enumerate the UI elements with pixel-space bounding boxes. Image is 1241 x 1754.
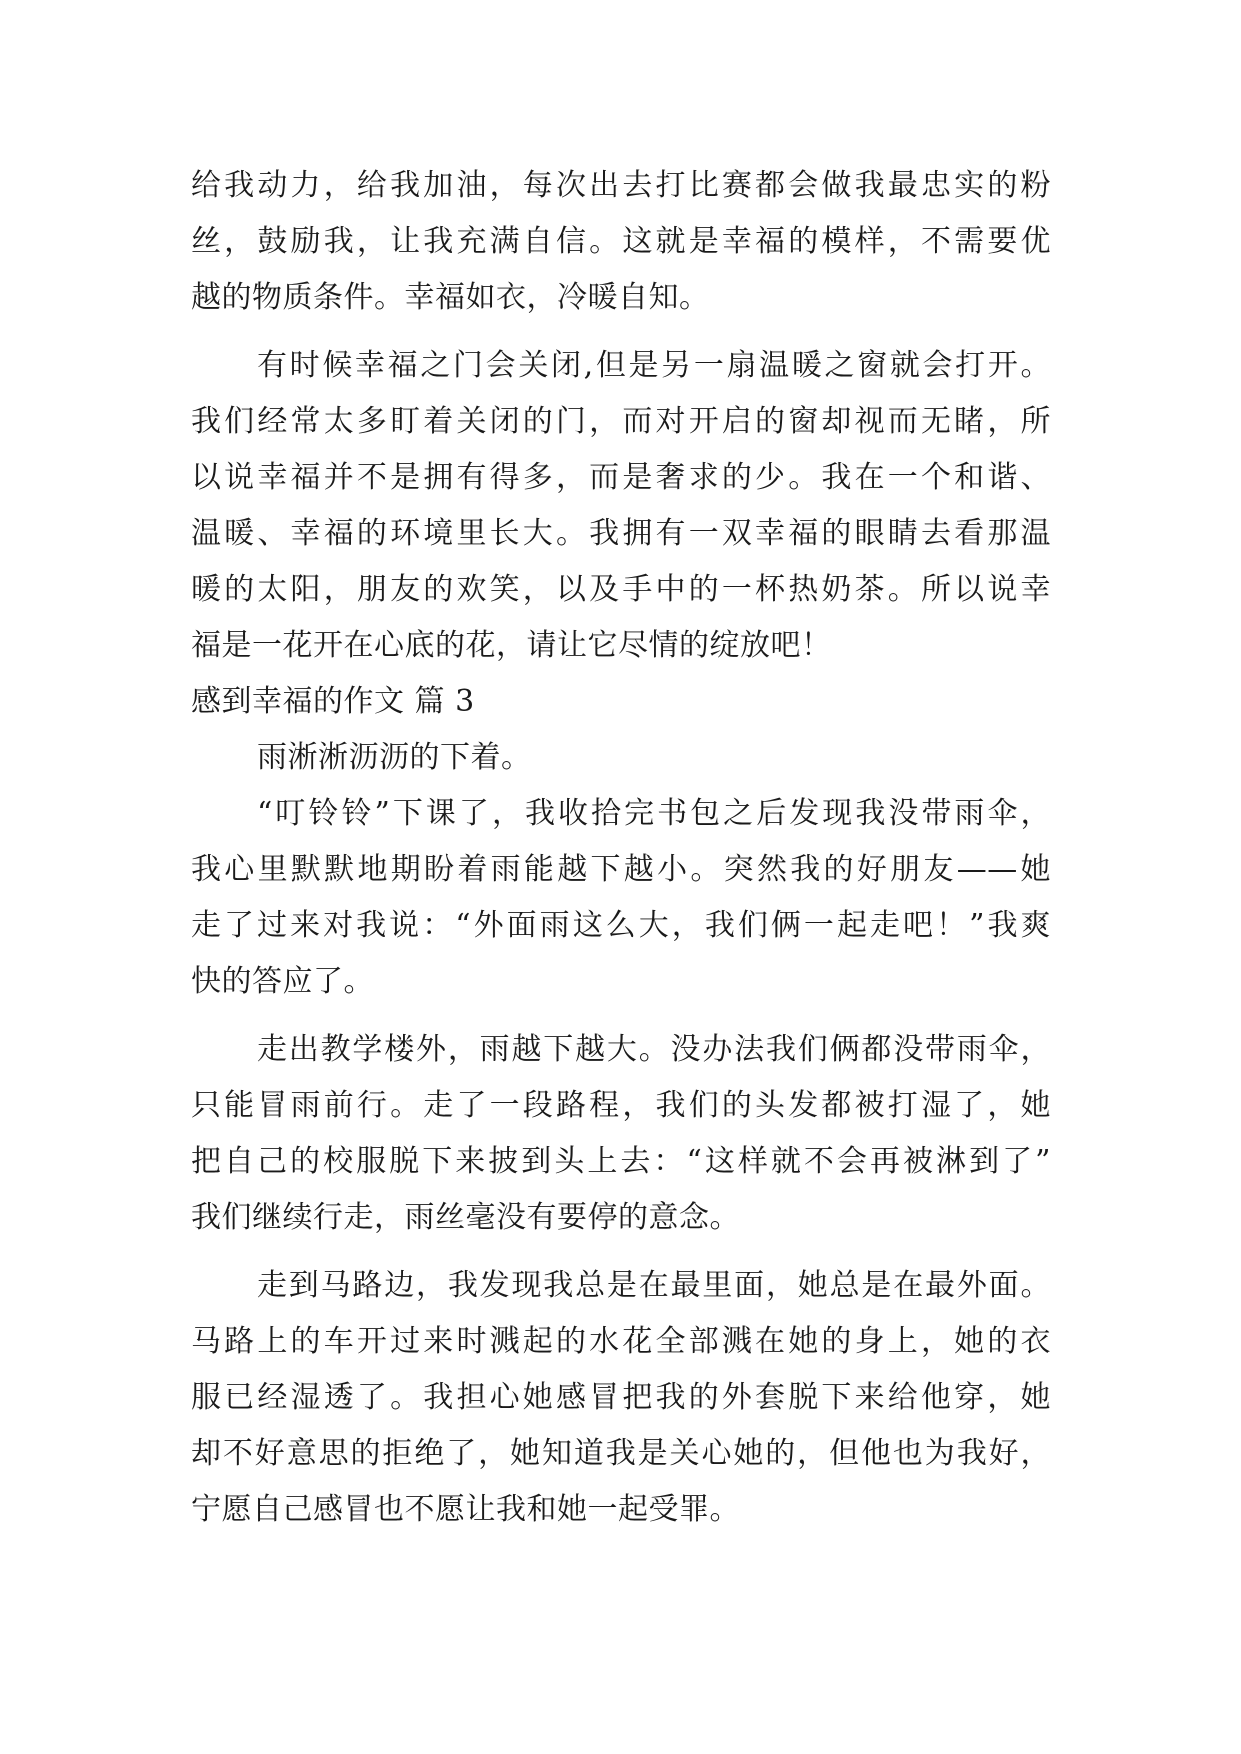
paragraph-line: 走了过来对我说：“外面雨这么大，我们俩一起走吧！”我爽 [191,908,1051,943]
paragraph-line: 我们继续行走，雨丝毫没有要停的意念。 [191,1200,740,1235]
paragraph-3 [191,730,1051,786]
document-body [191,158,1051,1538]
paragraph-4 [191,786,1051,1010]
paragraph-line: 马路上的车开过来时溅起的水花全部溅在她的身上，她的衣 [191,1324,1051,1359]
paragraph-line: 快的答应了。 [191,964,374,999]
paragraph-line: 我心里默默地期盼着雨能越下越小。突然我的好朋友——她 [191,852,1051,887]
paragraph-line: 却不好意思的拒绝了，她知道我是关心她的，但他也为我好， [191,1436,1051,1471]
paragraph-line: 福是一花开在心底的花，请让它尽情的绽放吧！ [191,628,832,663]
section-heading: 感到幸福的作文 篇 3 [191,684,475,719]
paragraph-line: 我们经常太多盯着关闭的门，而对开启的窗却视而无睹，所 [191,404,1051,439]
paragraph-line: 走到马路边，我发现我总是在最里面，她总是在最外面。 [257,1268,1051,1303]
paragraph-line: 温暖、幸福的环境里长大。我拥有一双幸福的眼睛去看那温 [191,516,1051,551]
paragraph-line: 只能冒雨前行。走了一段路程，我们的头发都被打湿了，她 [191,1088,1051,1123]
paragraph-6 [191,1258,1051,1538]
paragraph-line: 丝，鼓励我，让我充满自信。这就是幸福的模样，不需要优 [191,224,1051,259]
paragraph-line: 把自己的校服脱下来披到头上去：“这样就不会再被淋到了” [191,1144,1051,1179]
paragraph-line: 宁愿自己感冒也不愿让我和她一起受罪。 [191,1492,740,1527]
paragraph-line: 以说幸福并不是拥有得多，而是奢求的少。我在一个和谐、 [191,460,1051,495]
paragraph-line: “叮铃铃”下课了，我收拾完书包之后发现我没带雨伞， [257,796,1051,831]
paragraph-1 [191,158,1051,326]
paragraph-line: 走出教学楼外，雨越下越大。没办法我们俩都没带雨伞， [257,1032,1051,1067]
paragraph-line: 有时候幸福之门会关闭,但是另一扇温暖之窗就会打开。 [257,348,1051,383]
paragraph-line: 服已经湿透了。我担心她感冒把我的外套脱下来给他穿，她 [191,1380,1051,1415]
paragraph-line: 暖的太阳，朋友的欢笑，以及手中的一杯热奶茶。所以说幸 [191,572,1051,607]
paragraph-line: 雨淅淅沥沥的下着。 [257,740,532,775]
paragraph-2 [191,338,1051,674]
paragraph-5 [191,1022,1051,1246]
paragraph-line: 越的物质条件。幸福如衣，冷暖自知。 [191,280,710,315]
paragraph-line: 给我动力，给我加油，每次出去打比赛都会做我最忠实的粉 [191,168,1051,203]
